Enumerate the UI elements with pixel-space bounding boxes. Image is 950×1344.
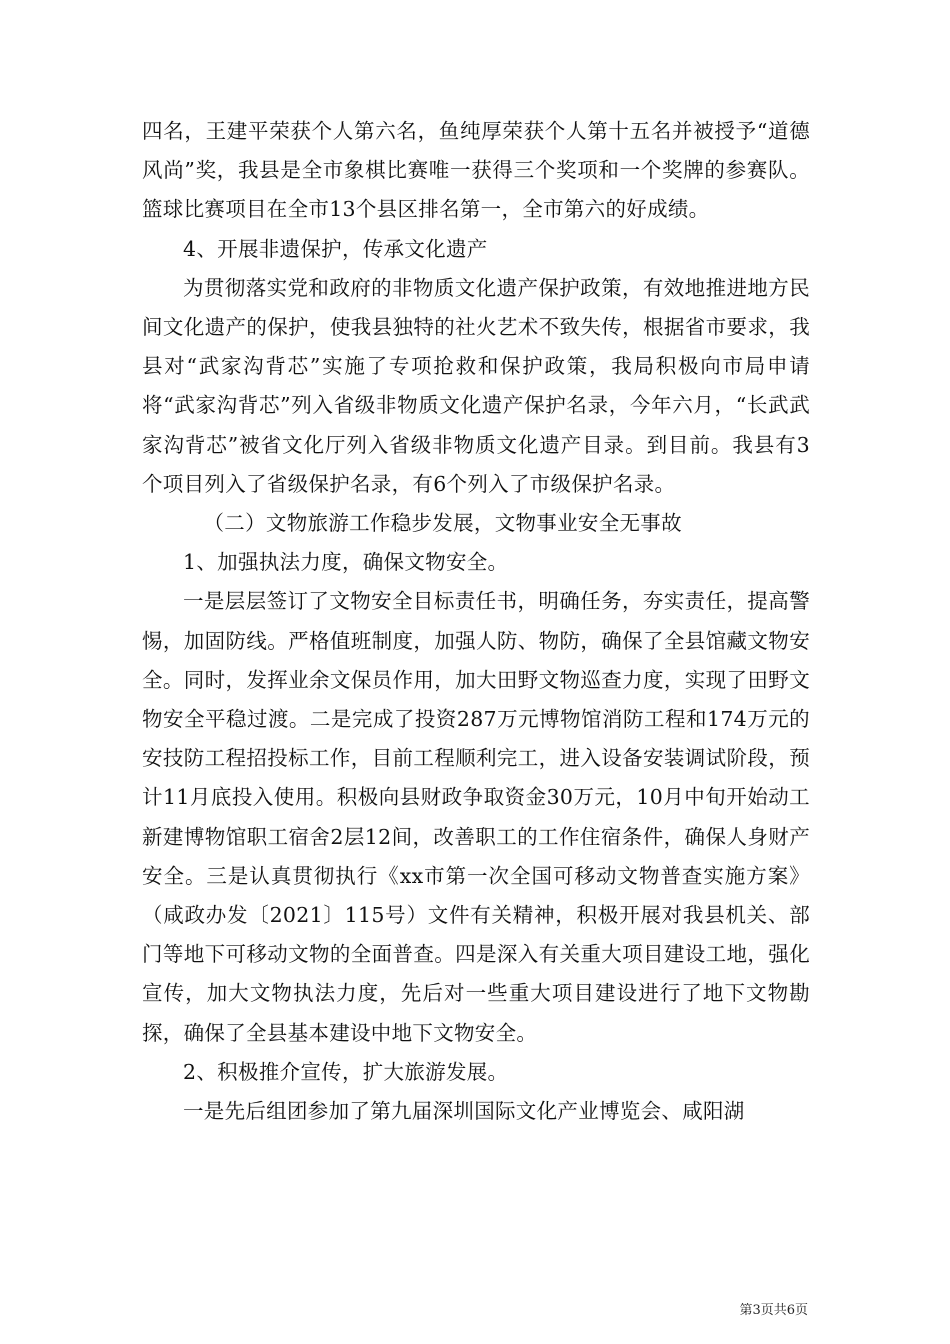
paragraph-heritage-protection: 为贯彻落实党和政府的非物质文化遗产保护政策，有效地推进地方民间文化遗产的保护，使我县独特的社火艺术不致失传，根据省市要求，我县对“武家沟背芯”实施了专项抢救和保护政策，我局积极向市局申请将“武家沟背芯”列入省级非物质文化遗产保护名录，今年六月，“长武武家沟背芯”被省文化厅列入省级非物质文化遗产目录。到目前。我县有3个项目列入了省级保护名录，有6个列入了市级保护名录。: [142, 275, 810, 496]
paragraph-relic-safety-measures: 一是层层签订了文物安全目标责任书，明确任务，夯实责任，提高警惕，加固防线。严格值班制度，加强人防、物防，确保了全县馆藏文物安全。同时，发挥业余文保员作用，加大田野文物巡查力度，实现了田野文物安全平稳过渡。二是完成了投资287万元博物馆消防工程和174万元的安技防工程招投标工作，目前工程顺利完工，进入设备安装调试阶段，预计11月底投入使用。积极向县财政争取资金30万元，10月中旬开始动工新建博物馆职工宿舍2层12间，改善职工的工作住宿条件，确保人身财产安全。三是认真贯彻执行《xx市第一次全国可移动文物普查实施方案》（咸政办发〔2021〕115号）文件有关精神，积极开展对我县机关、部门等地下可移动文物的全面普查。四是深入有关重大项目建设工地，强化宣传，加大文物执法力度，先后对一些重大项目建设进行了地下文物勘探，确保了全县基本建设中地下文物安全。: [142, 589, 810, 1045]
heading-heritage-protection: 4、开展非遗保护，传承文化遗产: [183, 236, 488, 261]
heading-law-enforcement: 1、加强执法力度，确保文物安全。: [183, 550, 509, 575]
paragraph-tourism-promotion: 一是先后组团参加了第九届深圳国际文化产业博览会、咸阳湖: [183, 1099, 745, 1124]
paragraph-sports-results: 四名，王建平荣获个人第六名，鱼纯厚荣获个人第十五名并被授予“道德风尚”奖，我县是全市象棋比赛唯一获得三个奖项和一个奖牌的参赛队。篮球比赛项目在全市13个县区排名第一，全市第六的好成绩。: [142, 119, 810, 222]
page-number: 第3页共6页: [739, 1303, 808, 1318]
heading-tourism-promotion: 2、积极推介宣传，扩大旅游发展。: [183, 1059, 509, 1084]
document-body: [142, 112, 810, 1131]
section-heading-cultural-relics-tourism: （二）文物旅游工作稳步发展，文物事业安全无事故: [203, 511, 682, 536]
